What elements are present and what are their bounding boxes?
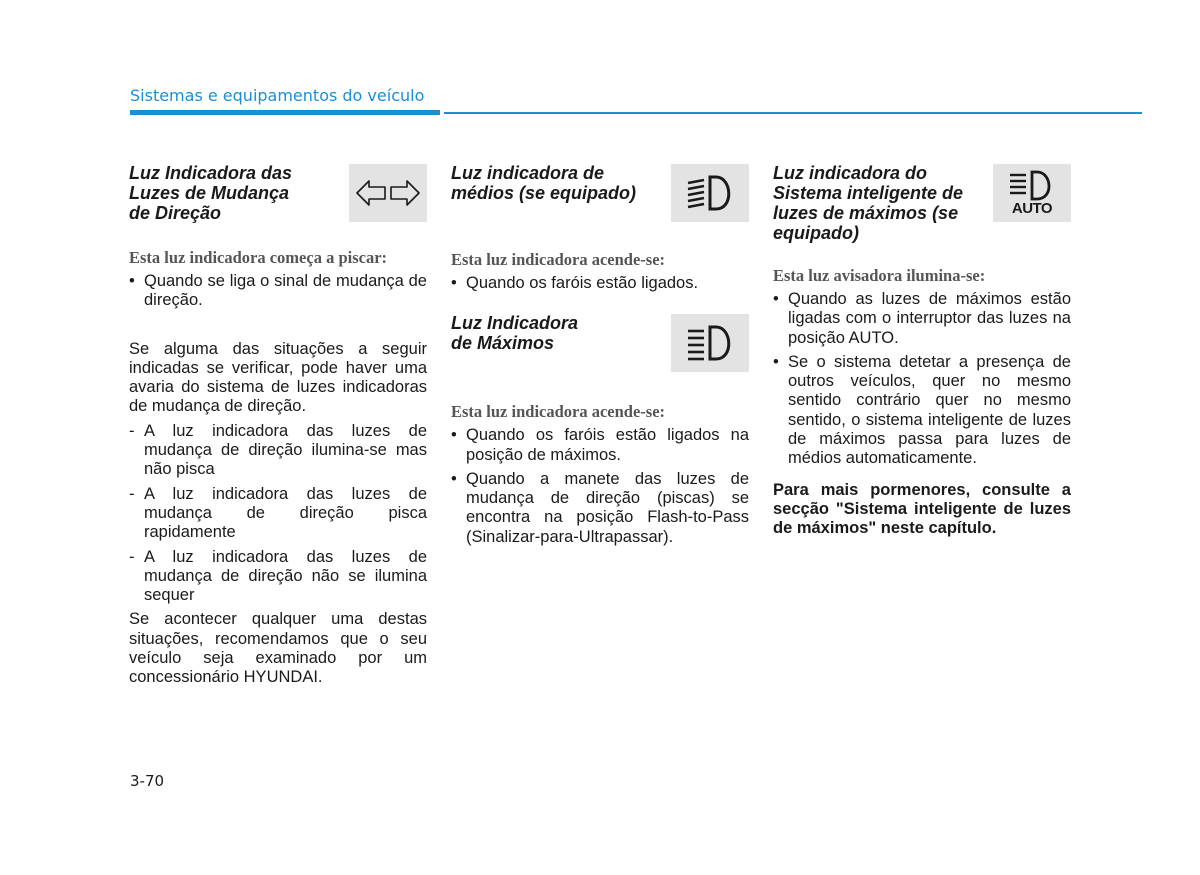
list-item: • Se o sistema detetar a presença de outros veículos, quer no mesmo sentido contrário quer no mesmo sentido, o sistema inteligente de luzes de máximos passa para luzes de médios automaticamente.: [773, 353, 1071, 469]
dash-list: [129, 422, 427, 606]
paragraph: Se alguma das situações a seguir indicadas se verificar, pode haver uma avaria do sistema de luzes indicadoras de mudança de direção.: [129, 339, 427, 416]
auto-high-beam-icon: [993, 164, 1071, 222]
column-3: [773, 160, 1071, 539]
section-header-smart-high-beam: [773, 160, 1071, 256]
header-rule-thin: [444, 112, 1142, 114]
bullet-list: [451, 426, 749, 547]
low-beam-headlamp-icon: [671, 164, 749, 222]
high-beam-headlamp-icon: [671, 314, 749, 372]
section-title-turn-signal: Luz Indicadora das Luzes de Mudança de Direção: [129, 163, 293, 223]
auto-label: AUTO: [1011, 200, 1053, 217]
list-item: • Quando os faróis estão ligados.: [451, 274, 749, 293]
lead-text: Esta luz indicadora acende-se:: [451, 250, 666, 269]
column-1: [129, 160, 427, 688]
bullet-list: [451, 274, 749, 293]
section-header-high-beam: [451, 310, 749, 392]
section-title-low-beam: Luz indicadora de médios (se equipado): [451, 163, 637, 203]
list-item: • Quando se liga o sinal de mudança de direção.: [129, 272, 427, 311]
page-number: 3-70: [130, 772, 165, 790]
section-title-smart-high-beam: Luz indicadora do Sistema inteligente de luzes de máximos (se equipado): [773, 163, 964, 243]
list-item: - A luz indicadora das luzes de mudança de direção ilumina-se mas não pisca: [129, 422, 427, 480]
bullet-list: [129, 272, 427, 311]
section-header-turn-signal: [129, 160, 427, 240]
section-title-high-beam: Luz Indicadora de Máximos: [451, 313, 579, 354]
list-item: • Quando os faróis estão ligados na posição de máximos.: [451, 426, 749, 465]
list-item: • Quando a manete das luzes de mudança de direção (piscas) se encontra na posição Flash-to-Pass (Sinalizar-para-Ultrapassar).: [451, 470, 749, 547]
note-text: Para mais pormenores, consulte a secção "Sistema inteligente de luzes de máximos" neste capítulo.: [773, 480, 1071, 538]
lead-text: Esta luz avisadora ilumina-se:: [773, 266, 986, 285]
list-item: - A luz indicadora das luzes de mudança de direção pisca rapidamente: [129, 485, 427, 543]
lead-text: Esta luz indicadora acende-se:: [451, 402, 666, 422]
list-item: - A luz indicadora das luzes de mudança de direção não se ilumina sequer: [129, 548, 427, 606]
section-header-low-beam: [451, 160, 749, 242]
column-2: [451, 160, 749, 552]
running-header: Sistemas e equipamentos do veículo: [130, 86, 425, 105]
bullet-list: [773, 290, 1071, 469]
turn-signal-arrows-icon: [349, 164, 427, 222]
paragraph: Se acontecer qualquer uma destas situações, recomendamos que o seu veículo seja examinado por um concessionário HYUNDAI.: [129, 610, 427, 687]
list-item: • Quando as luzes de máximos estão ligadas com o interruptor das luzes na posição AUTO.: [773, 290, 1071, 348]
lead-text: Esta luz indicadora começa a piscar:: [129, 248, 388, 267]
header-rule-thick: [130, 110, 440, 115]
